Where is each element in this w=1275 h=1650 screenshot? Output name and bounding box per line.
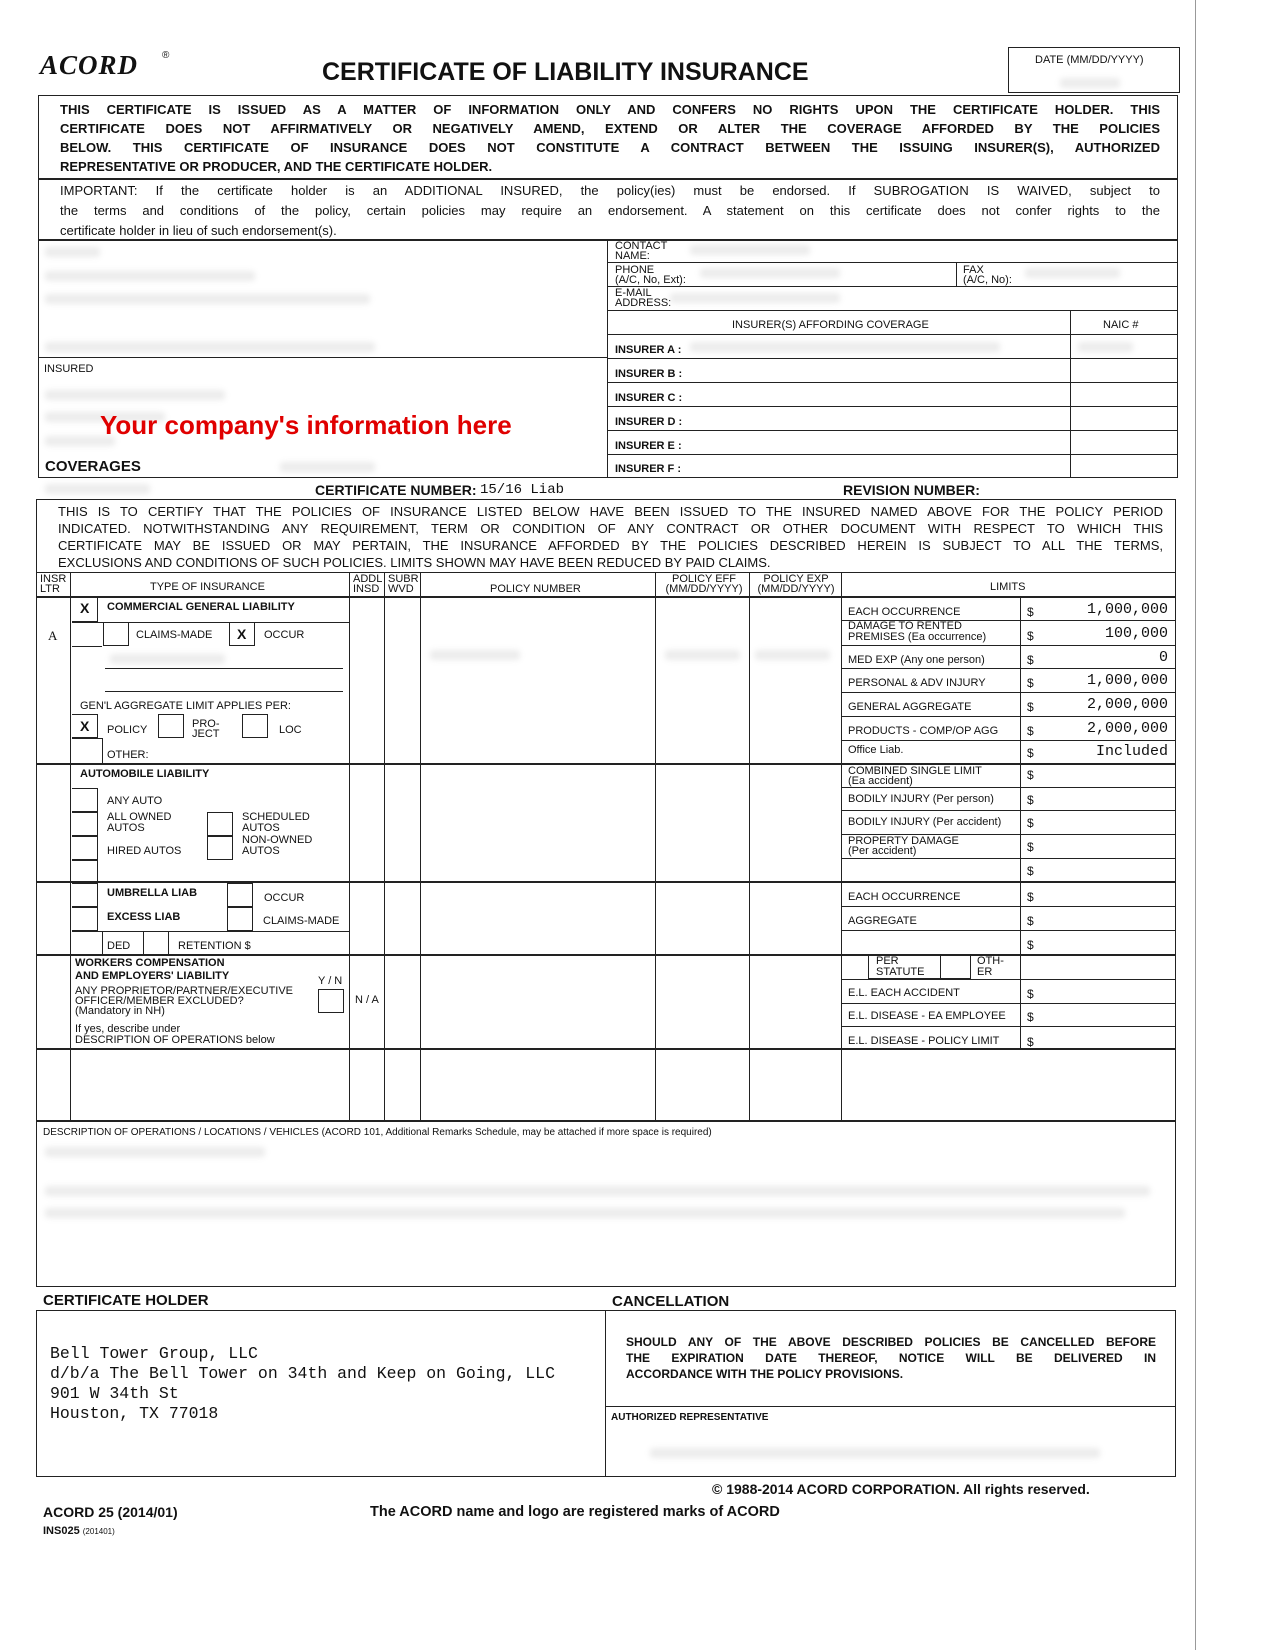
any-auto-label: ANY AUTO bbox=[107, 795, 163, 807]
form-number: ACORD 25 (2014/01) bbox=[43, 1504, 178, 1520]
wc-yn: Y / N bbox=[318, 975, 343, 987]
coverages-text: THIS IS TO CERTIFY THAT THE POLICIES OF INSURANCE LISTED BELOW HAVE BEEN ISSUED TO THE INSURED NAMED ABOVE FOR THE POLICY PERIOD INDICATED. NOTWITHSTANDING ANY REQUIREMENT, TERM OR CONDITION OF ANY CONTRACT OR OTHER DOCUMENT WITH RESPECT TO WHICH THIS CERTIFICATE MAY BE ISSUED OR MAY PERTAIN, THE INSURANCE AFFORDED BY THE POLICIES DESCRIBED HEREIN IS SUBJECT TO ALL THE TERMS, EXCLUSIONS AND CONDITIONS OF SUCH POLICIES. LIMITS SHOWN MAY HAVE BEEN REDUCED BY PAID CLAIMS. bbox=[58, 504, 1163, 570]
non-owned-checkbox[interactable] bbox=[207, 836, 233, 860]
acord-logo: ACORD bbox=[40, 50, 139, 80]
insurer-e: INSURER E : bbox=[615, 440, 682, 452]
value-each-occurrence: 1,000,000 bbox=[1086, 601, 1168, 618]
th-subr: SUBR WVD bbox=[388, 573, 419, 595]
insurer-a: INSURER A : bbox=[615, 344, 682, 356]
excess-label: EXCESS LIAB bbox=[107, 911, 181, 923]
limit-general-aggregate: GENERAL AGGREGATE bbox=[848, 701, 972, 713]
wc-excluded-checkbox[interactable] bbox=[318, 989, 344, 1013]
umb-limit-aggregate: AGGREGATE bbox=[848, 915, 917, 927]
revision-number-label: REVISION NUMBER: bbox=[843, 482, 980, 498]
cancellation-text: SHOULD ANY OF THE ABOVE DESCRIBED POLICIES BE CANCELLED BEFORE THE EXPIRATION DATE THEREOF, NOTICE WILL BE DELIVERED IN ACCORDANCE WITH THE POLICY PROVISIONS. bbox=[626, 1335, 1156, 1381]
per-statute-label: PER STATUTE bbox=[876, 955, 925, 978]
all-owned-label: ALL OWNED AUTOS bbox=[107, 811, 172, 834]
th-insr-ltr: INSR LTR bbox=[40, 573, 67, 595]
fax-label: FAX (A/C, No): bbox=[963, 265, 1012, 286]
insr-letter-a: A bbox=[48, 628, 58, 643]
hired-checkbox[interactable] bbox=[72, 836, 98, 860]
coverages-box bbox=[36, 499, 1176, 1287]
wc-question: ANY PROPRIETOR/PARTNER/EXECUTIVE OFFICER/MEMBER EXCLUDED? (Mandatory in NH) bbox=[75, 985, 294, 1017]
limit-med-exp: MED EXP (Any one person) bbox=[848, 654, 985, 666]
insurer-f: INSURER F : bbox=[615, 463, 681, 475]
wc-na: N / A bbox=[355, 994, 379, 1006]
holder-address: Bell Tower Group, LLC d/b/a The Bell Tower on 34th and Keep on Going, LLC 901 W 34th St Houston, TX 77018 bbox=[50, 1344, 555, 1423]
limit-combined-single: COMBINED SINGLE LIMIT (Ea accident) bbox=[848, 765, 982, 787]
naic-label: NAIC # bbox=[1103, 319, 1139, 331]
non-owned-label: NON-OWNED AUTOS bbox=[242, 834, 313, 857]
claims-made-label: CLAIMS-MADE bbox=[136, 629, 213, 641]
insured-label: INSURED bbox=[44, 363, 94, 375]
claims-made-checkbox[interactable] bbox=[103, 622, 129, 646]
value-general-aggregate: 2,000,000 bbox=[1086, 696, 1168, 713]
scheduled-label: SCHEDULED AUTOS bbox=[242, 811, 310, 834]
el-each-accident: E.L. EACH ACCIDENT bbox=[848, 987, 960, 999]
excess-checkbox[interactable] bbox=[72, 907, 98, 931]
certificate-number: 15/16 Liab bbox=[480, 482, 565, 498]
wc-describe: If yes, describe under DESCRIPTION OF OPERATIONS below bbox=[75, 1023, 275, 1046]
value-products: 2,000,000 bbox=[1086, 720, 1168, 737]
limit-office-liab: Office Liab. bbox=[848, 744, 904, 756]
signature bbox=[650, 1448, 1100, 1458]
cgl-label: COMMERCIAL GENERAL LIABILITY bbox=[107, 601, 295, 613]
certificate-number-label: CERTIFICATE NUMBER: bbox=[315, 482, 477, 498]
limit-bodily-person: BODILY INJURY (Per person) bbox=[848, 793, 994, 805]
cgl-check[interactable]: X bbox=[80, 600, 90, 616]
umb-occur-label: OCCUR bbox=[264, 892, 305, 904]
copyright: © 1988-2014 ACORD CORPORATION. All rights reserved. bbox=[712, 1481, 1090, 1497]
limit-personal-adv: PERSONAL & ADV INJURY bbox=[848, 677, 986, 689]
occur-check: X bbox=[237, 626, 247, 642]
redacted-description bbox=[45, 1147, 265, 1157]
any-auto-checkbox[interactable] bbox=[72, 788, 98, 812]
insurer-d: INSURER D : bbox=[615, 416, 683, 428]
phone-label: PHONE (A/C, No, Ext): bbox=[615, 265, 686, 286]
policy-check[interactable]: X bbox=[80, 718, 90, 734]
cancellation-label: CANCELLATION bbox=[612, 1293, 730, 1310]
project-checkbox[interactable] bbox=[158, 714, 184, 738]
project-label: PRO- JECT bbox=[192, 718, 220, 740]
th-policy-eff: POLICY EFF (MM/DD/YYYY) bbox=[665, 573, 743, 595]
umb-limit-each: EACH OCCURRENCE bbox=[848, 891, 961, 903]
value-personal-adv: 1,000,000 bbox=[1086, 672, 1168, 689]
insured-placeholder: Your company's information here bbox=[100, 410, 512, 440]
value-damage-rented: 100,000 bbox=[1104, 625, 1168, 642]
policy-label: POLICY bbox=[107, 724, 148, 736]
value-office-liab: Included bbox=[1095, 743, 1168, 760]
important-text: IMPORTANT: If the certificate holder is an ADDITIONAL INSURED, the policy(ies) must be endorsed. If SUBROGATION IS WAIVED, subject to the terms and conditions of the policy, certain policies may require an endorsement. A statement on this certificate does not confer rights to the certificate holder in lieu of such endorsement(s). bbox=[60, 183, 1160, 238]
loc-label: LOC bbox=[279, 724, 302, 736]
hired-label: HIRED AUTOS bbox=[107, 845, 182, 857]
oth-er-label: OTH- ER bbox=[977, 955, 1004, 978]
ded-checkbox[interactable] bbox=[143, 931, 169, 954]
umb-claims-checkbox[interactable] bbox=[227, 907, 253, 931]
limit-bodily-accident: BODILY INJURY (Per accident) bbox=[848, 816, 1002, 828]
limit-property-damage: PROPERTY DAMAGE (Per accident) bbox=[848, 835, 959, 857]
th-addl: ADDL INSD bbox=[353, 573, 383, 595]
th-type: TYPE OF INSURANCE bbox=[150, 581, 265, 593]
redacted-date bbox=[1060, 78, 1120, 88]
email-label: E-MAIL ADDRESS: bbox=[615, 287, 672, 309]
authorized-rep-label: AUTHORIZED REPRESENTATIVE bbox=[611, 1412, 769, 1423]
certificate-holder-label: CERTIFICATE HOLDER bbox=[43, 1292, 209, 1309]
notice-text: THIS CERTIFICATE IS ISSUED AS A MATTER OF INFORMATION ONLY AND CONFERS NO RIGHTS UPON THE CERTIFICATE HOLDER. THIS CERTIFICATE DOES NOT AFFIRMATIVELY OR NEGATIVELY AMEND, EXTEND OR ALTER THE COVERAGE AFFORDED BY THE POLICIES BELOW. THIS CERTIFICATE OF INSURANCE DOES NOT CONSTITUTE A CONTRACT BETWEEN THE ISSUING INSURER(S), AUTHORIZED REPRESENTATIVE OR PRODUCER, AND THE CERTIFICATE HOLDER. bbox=[60, 102, 1160, 174]
umbrella-label: UMBRELLA LIAB bbox=[107, 887, 198, 899]
registered-mark-icon: ® bbox=[162, 50, 170, 61]
aggregate-applies-label: GEN'L AGGREGATE LIMIT APPLIES PER: bbox=[80, 700, 291, 712]
ded-label: DED bbox=[107, 940, 131, 952]
insurer-c: INSURER C : bbox=[615, 392, 683, 404]
insurers-header: INSURER(S) AFFORDING COVERAGE bbox=[732, 319, 929, 331]
coverages-label: COVERAGES bbox=[45, 458, 141, 475]
retention-label: RETENTION $ bbox=[178, 940, 251, 952]
el-disease-policy: E.L. DISEASE - POLICY LIMIT bbox=[848, 1035, 1000, 1047]
insurer-b: INSURER B : bbox=[615, 368, 683, 380]
loc-checkbox[interactable] bbox=[242, 714, 268, 738]
auto-title: AUTOMOBILE LIABILITY bbox=[80, 768, 210, 780]
limit-products: PRODUCTS - COMP/OP AGG bbox=[848, 725, 999, 737]
description-label: DESCRIPTION OF OPERATIONS / LOCATIONS / VEHICLES (ACORD 101, Additional Remarks Schedule, may be attached if more space is required) bbox=[43, 1127, 712, 1138]
all-owned-checkbox[interactable] bbox=[72, 812, 98, 836]
el-disease-employee: E.L. DISEASE - EA EMPLOYEE bbox=[848, 1010, 1006, 1022]
ins-code: INS025 (201401) bbox=[43, 1525, 115, 1537]
contact-name-label: CONTACT NAME: bbox=[615, 240, 668, 262]
limit-each-occurrence: EACH OCCURRENCE bbox=[848, 606, 961, 618]
scheduled-checkbox[interactable] bbox=[207, 812, 233, 836]
form-title: CERTIFICATE OF LIABILITY INSURANCE bbox=[322, 58, 809, 86]
occur-label: OCCUR bbox=[264, 629, 305, 641]
th-limits: LIMITS bbox=[990, 581, 1026, 593]
umbrella-checkbox[interactable] bbox=[72, 883, 98, 907]
date-label: DATE (MM/DD/YYYY) bbox=[1035, 54, 1144, 66]
value-med-exp: 0 bbox=[1158, 649, 1168, 666]
registered-marks: The ACORD name and logo are registered marks of ACORD bbox=[370, 1504, 780, 1520]
th-policy-exp: POLICY EXP (MM/DD/YYYY) bbox=[757, 573, 835, 595]
other-label: OTHER: bbox=[107, 749, 149, 761]
th-policy-number: POLICY NUMBER bbox=[490, 583, 581, 595]
wc-title: WORKERS COMPENSATION AND EMPLOYERS' LIABILITY bbox=[75, 957, 230, 982]
limit-damage-rented: DAMAGE TO RENTED PREMISES (Ea occurrence) bbox=[848, 620, 987, 643]
umb-claims-label: CLAIMS-MADE bbox=[263, 915, 340, 927]
redacted-producer bbox=[45, 247, 100, 257]
umb-occur-checkbox[interactable] bbox=[227, 883, 253, 907]
